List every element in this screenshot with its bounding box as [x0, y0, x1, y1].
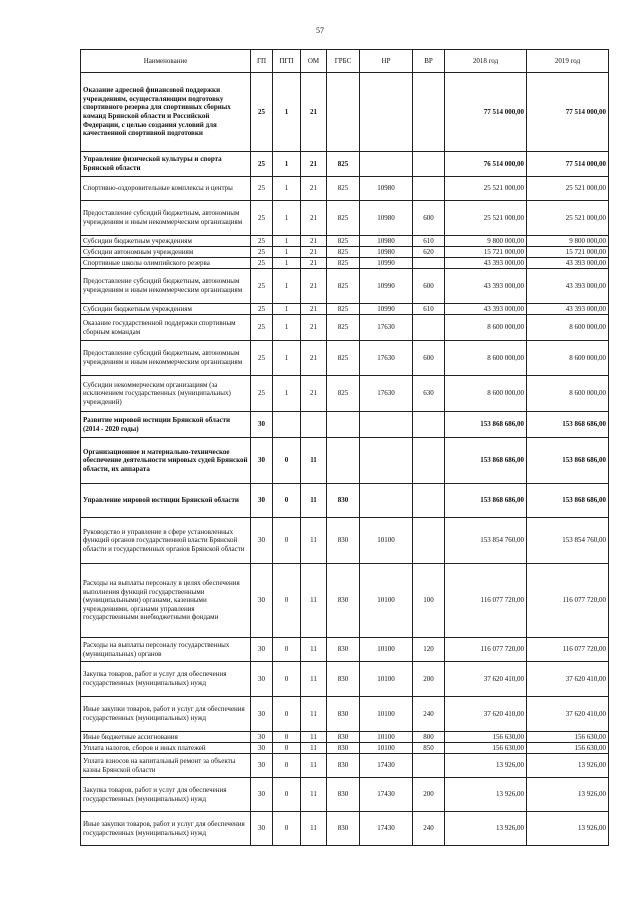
cell-nr: 17430 [360, 812, 413, 846]
cell-2019: 25 521 000,00 [527, 177, 609, 201]
cell-nr: 10990 [360, 269, 413, 304]
cell-name: Оказание адресной финансовой поддержки учреждениям, осуществляющим подготовку спортивного резерва для спортивных сборных команд Брянской области и Российской Федерации, с целью создания условий для качественной спортивной подготовки [81, 73, 251, 152]
cell-om: 21 [301, 247, 327, 258]
cell-pgp: 1 [273, 236, 301, 247]
cell-2018: 37 620 410,00 [445, 662, 527, 697]
cell-pgp: 1 [273, 304, 301, 315]
cell-pgp: 0 [273, 812, 301, 846]
header-vr: ВР [413, 50, 445, 73]
cell-om: 11 [301, 778, 327, 812]
cell-2019: 153 868 686,00 [527, 438, 609, 484]
cell-pgp: 0 [273, 754, 301, 778]
cell-om: 21 [301, 304, 327, 315]
cell-2019: 156 630,00 [527, 743, 609, 754]
table-row [81, 152, 609, 177]
table-row [81, 73, 609, 152]
cell-grbs [327, 73, 360, 152]
cell-grbs [327, 438, 360, 484]
cell-gp: 30 [251, 754, 273, 778]
cell-vr: 600 [413, 201, 445, 236]
cell-grbs: 830 [327, 778, 360, 812]
table-body [81, 73, 609, 846]
cell-pgp: 0 [273, 743, 301, 754]
cell-pgp: 0 [273, 484, 301, 518]
cell-name: Предоставление субсидий бюджетным, автономным учреждениям и иным некоммерческим организациям [81, 341, 251, 376]
cell-pgp: 1 [273, 201, 301, 236]
cell-2019: 153 868 686,00 [527, 484, 609, 518]
cell-pgp: 1 [273, 258, 301, 269]
cell-2019: 37 620 410,00 [527, 697, 609, 732]
table-row [81, 304, 609, 315]
cell-2019: 13 926,00 [527, 812, 609, 846]
cell-gp: 30 [251, 778, 273, 812]
cell-vr [413, 484, 445, 518]
cell-2019: 77 514 000,00 [527, 152, 609, 177]
cell-om: 11 [301, 438, 327, 484]
cell-name: Управление мировой юстиции Брянской области [81, 484, 251, 518]
cell-vr: 610 [413, 236, 445, 247]
cell-grbs: 830 [327, 662, 360, 697]
cell-nr: 10100 [360, 743, 413, 754]
cell-om: 11 [301, 662, 327, 697]
cell-grbs: 830 [327, 484, 360, 518]
cell-2019: 43 393 000,00 [527, 304, 609, 315]
cell-nr: 10980 [360, 247, 413, 258]
cell-2018: 156 630,00 [445, 743, 527, 754]
cell-2019: 77 514 000,00 [527, 73, 609, 152]
cell-gp: 30 [251, 564, 273, 638]
cell-pgp: 1 [273, 376, 301, 412]
cell-2018: 13 926,00 [445, 812, 527, 846]
cell-pgp: 0 [273, 778, 301, 812]
cell-om: 21 [301, 258, 327, 269]
cell-2019: 37 620 410,00 [527, 662, 609, 697]
table-row [81, 438, 609, 484]
table-row [81, 778, 609, 812]
cell-grbs: 825 [327, 152, 360, 177]
header-pgp: ПГП [273, 50, 301, 73]
cell-gp: 30 [251, 732, 273, 743]
cell-gp: 30 [251, 638, 273, 662]
cell-grbs: 825 [327, 315, 360, 341]
cell-nr: 10100 [360, 662, 413, 697]
cell-nr [360, 73, 413, 152]
cell-2018: 8 600 000,00 [445, 315, 527, 341]
table-row [81, 177, 609, 201]
cell-2019: 116 077 720,00 [527, 564, 609, 638]
cell-2019: 13 926,00 [527, 754, 609, 778]
cell-vr [413, 518, 445, 564]
cell-pgp: 1 [273, 269, 301, 304]
cell-2019: 13 926,00 [527, 778, 609, 812]
cell-pgp: 1 [273, 177, 301, 201]
cell-2018: 153 854 760,00 [445, 518, 527, 564]
cell-2019: 9 800 000,00 [527, 236, 609, 247]
cell-vr [413, 152, 445, 177]
cell-2019: 153 854 760,00 [527, 518, 609, 564]
cell-om: 11 [301, 732, 327, 743]
cell-vr: 200 [413, 662, 445, 697]
cell-nr: 10980 [360, 236, 413, 247]
cell-om: 21 [301, 236, 327, 247]
cell-om: 11 [301, 518, 327, 564]
cell-2018: 15 721 000,00 [445, 247, 527, 258]
table-row [81, 662, 609, 697]
cell-gp: 30 [251, 662, 273, 697]
cell-name: Уплата налогов, сборов и иных платежей [81, 743, 251, 754]
cell-2018: 153 868 686,00 [445, 412, 527, 438]
table-row [81, 638, 609, 662]
cell-grbs: 825 [327, 236, 360, 247]
cell-vr: 600 [413, 269, 445, 304]
cell-vr [413, 315, 445, 341]
cell-name: Организационное и материально-техническое обеспечение деятельности мировых судей Брянской области, их аппарата [81, 438, 251, 484]
cell-pgp: 1 [273, 247, 301, 258]
cell-2019: 43 393 000,00 [527, 258, 609, 269]
cell-name: Управление физической культуры и спорта Брянской области [81, 152, 251, 177]
cell-pgp: 1 [273, 341, 301, 376]
cell-vr: 240 [413, 697, 445, 732]
header-year-2019: 2019 год [527, 50, 609, 73]
cell-name: Субсидии автономным учреждениям [81, 247, 251, 258]
cell-gp: 25 [251, 247, 273, 258]
cell-name: Оказание государственной поддержки спортивным сборным командам [81, 315, 251, 341]
cell-grbs: 825 [327, 177, 360, 201]
cell-gp: 25 [251, 177, 273, 201]
cell-grbs: 825 [327, 201, 360, 236]
cell-nr [360, 152, 413, 177]
cell-vr: 600 [413, 341, 445, 376]
cell-name: Иные бюджетные ассигнования [81, 732, 251, 743]
cell-gp: 30 [251, 518, 273, 564]
cell-2018: 25 521 000,00 [445, 177, 527, 201]
cell-om: 21 [301, 376, 327, 412]
table-row [81, 412, 609, 438]
cell-name: Развитие мировой юстиции Брянской области (2014 - 2020 годы) [81, 412, 251, 438]
cell-nr [360, 484, 413, 518]
cell-pgp: 0 [273, 438, 301, 484]
cell-gp: 30 [251, 697, 273, 732]
cell-vr: 240 [413, 812, 445, 846]
cell-nr: 17430 [360, 754, 413, 778]
cell-nr: 10990 [360, 304, 413, 315]
cell-2019: 116 077 720,00 [527, 638, 609, 662]
cell-gp: 30 [251, 743, 273, 754]
table-row [81, 732, 609, 743]
cell-gp: 30 [251, 412, 273, 438]
header-nr: НР [360, 50, 413, 73]
cell-2018: 9 800 000,00 [445, 236, 527, 247]
cell-2018: 13 926,00 [445, 754, 527, 778]
cell-2019: 43 393 000,00 [527, 269, 609, 304]
cell-2019: 15 721 000,00 [527, 247, 609, 258]
cell-nr: 10100 [360, 697, 413, 732]
header-year-2018: 2018 год [445, 50, 527, 73]
cell-grbs: 825 [327, 341, 360, 376]
cell-vr: 610 [413, 304, 445, 315]
cell-grbs: 830 [327, 743, 360, 754]
cell-2018: 153 868 686,00 [445, 484, 527, 518]
cell-2018: 156 630,00 [445, 732, 527, 743]
table-row [81, 564, 609, 638]
cell-vr: 620 [413, 247, 445, 258]
cell-name: Иные закупки товаров, работ и услуг для обеспечения государственных (муниципальных) нужд [81, 697, 251, 732]
table-row [81, 812, 609, 846]
table-row [81, 269, 609, 304]
cell-vr: 100 [413, 564, 445, 638]
cell-grbs: 830 [327, 564, 360, 638]
cell-om: 11 [301, 638, 327, 662]
cell-name: Руководство и управление в сфере установленных функций органов государственной власти Брянской области и государственных органов Брянской области [81, 518, 251, 564]
cell-om: 11 [301, 743, 327, 754]
cell-name: Спортивно-оздоровительные комплексы и центры [81, 177, 251, 201]
cell-grbs [327, 412, 360, 438]
cell-name: Предоставление субсидий бюджетным, автономным учреждениям и иным некоммерческим организациям [81, 201, 251, 236]
cell-nr [360, 438, 413, 484]
cell-om: 21 [301, 269, 327, 304]
cell-name: Субсидии некоммерческим организациям (за исключением государственных (муниципальных) учреждений) [81, 376, 251, 412]
cell-vr: 850 [413, 743, 445, 754]
cell-gp: 30 [251, 812, 273, 846]
cell-grbs: 830 [327, 732, 360, 743]
cell-pgp: 0 [273, 638, 301, 662]
cell-grbs: 825 [327, 247, 360, 258]
header-name: Наименование [81, 50, 251, 73]
cell-2018: 8 600 000,00 [445, 341, 527, 376]
cell-nr: 10100 [360, 564, 413, 638]
cell-grbs: 825 [327, 376, 360, 412]
cell-om: 11 [301, 564, 327, 638]
table-row [81, 743, 609, 754]
cell-vr [413, 177, 445, 201]
cell-vr: 200 [413, 778, 445, 812]
cell-grbs: 825 [327, 304, 360, 315]
cell-2018: 43 393 000,00 [445, 269, 527, 304]
cell-pgp: 1 [273, 73, 301, 152]
cell-name: Расходы на выплаты персоналу в целях обеспечения выполнения функций государственными (муниципальными) органами, казенными учреждениями, органами управления государственными внебюджетными фондами [81, 564, 251, 638]
cell-2018: 37 620 410,00 [445, 697, 527, 732]
cell-vr [413, 438, 445, 484]
cell-om [301, 412, 327, 438]
cell-gp: 30 [251, 438, 273, 484]
cell-gp: 25 [251, 152, 273, 177]
cell-pgp: 0 [273, 732, 301, 743]
cell-nr: 17430 [360, 778, 413, 812]
cell-nr: 17630 [360, 376, 413, 412]
cell-pgp: 0 [273, 564, 301, 638]
cell-2018: 116 077 720,00 [445, 564, 527, 638]
cell-pgp: 0 [273, 518, 301, 564]
cell-gp: 25 [251, 258, 273, 269]
cell-grbs: 825 [327, 269, 360, 304]
cell-om: 21 [301, 341, 327, 376]
cell-2018: 13 926,00 [445, 778, 527, 812]
cell-2018: 25 521 000,00 [445, 201, 527, 236]
cell-vr: 800 [413, 732, 445, 743]
cell-2019: 153 868 686,00 [527, 412, 609, 438]
cell-nr: 10100 [360, 638, 413, 662]
cell-nr: 17630 [360, 341, 413, 376]
cell-grbs: 825 [327, 258, 360, 269]
cell-gp: 30 [251, 484, 273, 518]
cell-om: 21 [301, 73, 327, 152]
cell-vr: 630 [413, 376, 445, 412]
cell-gp: 25 [251, 315, 273, 341]
table-row [81, 697, 609, 732]
cell-gp: 25 [251, 304, 273, 315]
page-number: 57 [316, 26, 324, 35]
cell-grbs: 830 [327, 697, 360, 732]
cell-gp: 25 [251, 236, 273, 247]
cell-name: Расходы на выплаты персоналу государственных (муниципальных) органов [81, 638, 251, 662]
cell-nr: 10980 [360, 177, 413, 201]
cell-pgp: 0 [273, 662, 301, 697]
cell-2018: 153 868 686,00 [445, 438, 527, 484]
cell-name: Уплата взносов на капитальный ремонт за объекты казны Брянской области [81, 754, 251, 778]
cell-2019: 156 630,00 [527, 732, 609, 743]
table-row [81, 484, 609, 518]
table-row [81, 236, 609, 247]
cell-name: Спортивные школы олимпийского резерва [81, 258, 251, 269]
cell-gp: 25 [251, 73, 273, 152]
budget-table [80, 49, 609, 846]
cell-nr: 10980 [360, 201, 413, 236]
cell-name: Предоставление субсидий бюджетным, автономным учреждениям и иным некоммерческим организациям [81, 269, 251, 304]
cell-pgp: 1 [273, 315, 301, 341]
cell-grbs: 830 [327, 518, 360, 564]
cell-gp: 25 [251, 201, 273, 236]
cell-nr [360, 412, 413, 438]
table-row [81, 376, 609, 412]
cell-gp: 25 [251, 341, 273, 376]
cell-2019: 8 600 000,00 [527, 376, 609, 412]
cell-om: 11 [301, 754, 327, 778]
table-row [81, 315, 609, 341]
cell-om: 21 [301, 201, 327, 236]
cell-name: Субсидии бюджетным учреждениям [81, 236, 251, 247]
cell-nr: 10100 [360, 518, 413, 564]
cell-name: Закупка товаров, работ и услуг для обеспечения государственных (муниципальных) нужд [81, 662, 251, 697]
header-grbs: ГРБС [327, 50, 360, 73]
table-row [81, 341, 609, 376]
cell-2018: 43 393 000,00 [445, 258, 527, 269]
cell-nr: 10990 [360, 258, 413, 269]
cell-vr [413, 258, 445, 269]
cell-pgp: 1 [273, 152, 301, 177]
table-row [81, 201, 609, 236]
cell-om: 11 [301, 484, 327, 518]
cell-2018: 43 393 000,00 [445, 304, 527, 315]
cell-name: Субсидии бюджетным учреждениям [81, 304, 251, 315]
cell-name: Иные закупки товаров, работ и услуг для обеспечения государственных (муниципальных) нужд [81, 812, 251, 846]
table-row [81, 754, 609, 778]
cell-om: 11 [301, 697, 327, 732]
cell-pgp [273, 412, 301, 438]
cell-nr: 17630 [360, 315, 413, 341]
cell-2019: 8 600 000,00 [527, 315, 609, 341]
table-header-row [81, 50, 609, 73]
cell-om: 21 [301, 152, 327, 177]
cell-nr: 10100 [360, 732, 413, 743]
cell-2019: 8 600 000,00 [527, 341, 609, 376]
cell-2018: 8 600 000,00 [445, 376, 527, 412]
table-row [81, 247, 609, 258]
cell-om: 21 [301, 177, 327, 201]
cell-vr [413, 412, 445, 438]
cell-pgp: 0 [273, 697, 301, 732]
cell-2018: 77 514 000,00 [445, 73, 527, 152]
header-gp: ГП [251, 50, 273, 73]
cell-name: Закупка товаров, работ и услуг для обеспечения государственных (муниципальных) нужд [81, 778, 251, 812]
cell-om: 21 [301, 315, 327, 341]
cell-gp: 25 [251, 376, 273, 412]
cell-vr [413, 754, 445, 778]
cell-grbs: 830 [327, 754, 360, 778]
cell-grbs: 830 [327, 812, 360, 846]
table-row [81, 258, 609, 269]
cell-vr: 120 [413, 638, 445, 662]
cell-2018: 76 514 000,00 [445, 152, 527, 177]
cell-gp: 25 [251, 269, 273, 304]
table-row [81, 518, 609, 564]
cell-2018: 116 077 720,00 [445, 638, 527, 662]
cell-grbs: 830 [327, 638, 360, 662]
cell-2019: 25 521 000,00 [527, 201, 609, 236]
header-om: ОМ [301, 50, 327, 73]
cell-vr [413, 73, 445, 152]
cell-om: 11 [301, 812, 327, 846]
